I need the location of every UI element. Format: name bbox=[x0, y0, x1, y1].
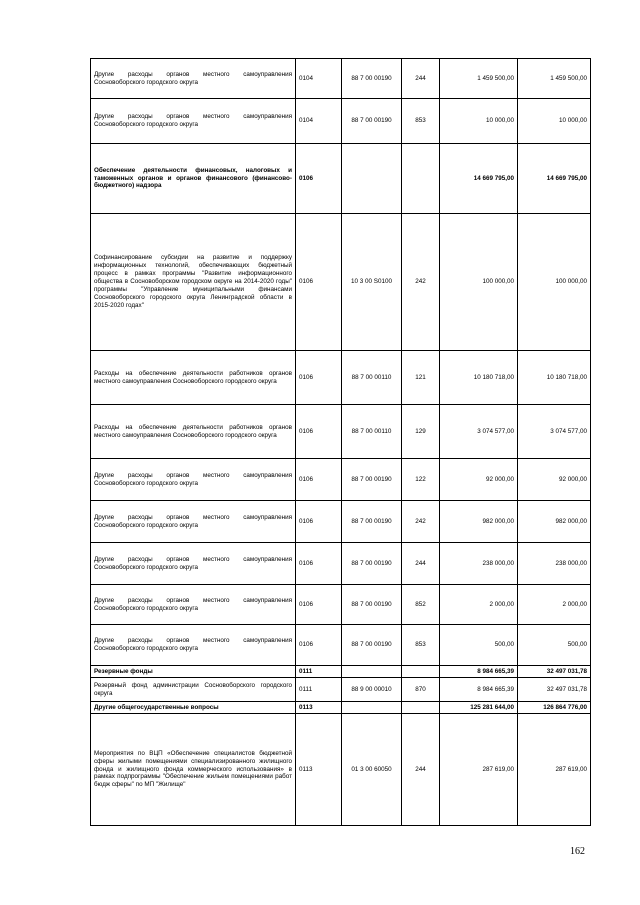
row-section: 0111 bbox=[296, 666, 342, 678]
table-row bbox=[91, 678, 591, 702]
row-name: Другие расходы органов местного самоуправления Сосновоборского городского округа bbox=[91, 625, 296, 666]
row-sum2: 92 000,00 bbox=[518, 459, 591, 501]
table-row bbox=[91, 543, 591, 585]
row-sum2: 10 180 718,00 bbox=[518, 351, 591, 405]
row-name: Расходы на обеспечение деятельности работников органов местного самоуправления Сосновоборского городского округа bbox=[91, 351, 296, 405]
row-sum2: 500,00 bbox=[518, 625, 591, 666]
table-row bbox=[91, 625, 591, 666]
row-type: 244 bbox=[402, 714, 440, 826]
row-article bbox=[342, 702, 402, 714]
row-section: 0106 bbox=[296, 543, 342, 585]
row-type bbox=[402, 702, 440, 714]
row-type: 121 bbox=[402, 351, 440, 405]
row-sum1: 238 000,00 bbox=[440, 543, 518, 585]
row-section: 0106 bbox=[296, 459, 342, 501]
row-article bbox=[342, 666, 402, 678]
row-sum1: 3 074 577,00 bbox=[440, 405, 518, 459]
row-sum2: 14 669 795,00 bbox=[518, 144, 591, 214]
row-sum1: 10 180 718,00 bbox=[440, 351, 518, 405]
row-sum2: 126 864 776,00 bbox=[518, 702, 591, 714]
row-sum1: 8 984 665,39 bbox=[440, 678, 518, 702]
row-name: Другие расходы органов местного самоуправления Сосновоборского городского округа bbox=[91, 99, 296, 144]
row-name: Мероприятия по ВЦП «Обеспечение специалистов бюджетной сферы жилыми помещениями специализированного жилищного фонда и жилищного фонда коммерческого использования» в рамках подпрограммы "Обеспечение жильем помещениями работ бюдж сферы" по МП "Жилище" bbox=[91, 714, 296, 826]
row-name: Софинансирование субсидии на развитие и поддержку информационных технологий, обеспечивающих бюджетный процесс в рамках программы "Развитие информационного общества в Сосновоборском городском округе на 2014-2020 годы" программы "Управление муниципальными финансами Сосновоборского городского округа Ленинградской области в 2015-2020 годах" bbox=[91, 214, 296, 351]
table-row bbox=[91, 666, 591, 678]
table-row bbox=[91, 459, 591, 501]
row-article: 88 9 00 00010 bbox=[342, 678, 402, 702]
row-type bbox=[402, 666, 440, 678]
row-section: 0106 bbox=[296, 144, 342, 214]
row-sum1: 14 669 795,00 bbox=[440, 144, 518, 214]
row-section: 0106 bbox=[296, 214, 342, 351]
row-article: 88 7 00 00190 bbox=[342, 459, 402, 501]
row-name: Другие общегосударственные вопросы bbox=[91, 702, 296, 714]
row-sum2: 100 000,00 bbox=[518, 214, 591, 351]
row-section: 0106 bbox=[296, 501, 342, 543]
row-name: Обеспечение деятельности финансовых, налоговых и таможенных органов и органов финансового (финансово-бюджетного) надзора bbox=[91, 144, 296, 214]
row-section: 0104 bbox=[296, 59, 342, 99]
row-name: Другие расходы органов местного самоуправления Сосновоборского городского округа bbox=[91, 585, 296, 625]
row-section: 0106 bbox=[296, 405, 342, 459]
row-sum2: 287 619,00 bbox=[518, 714, 591, 826]
row-article: 88 7 00 00190 bbox=[342, 99, 402, 144]
row-article: 88 7 00 00190 bbox=[342, 585, 402, 625]
row-type: 870 bbox=[402, 678, 440, 702]
row-sum1: 1 459 500,00 bbox=[440, 59, 518, 99]
row-sum1: 287 619,00 bbox=[440, 714, 518, 826]
table-row bbox=[91, 214, 591, 351]
row-article: 88 7 00 00110 bbox=[342, 351, 402, 405]
table-row bbox=[91, 351, 591, 405]
row-sum1: 100 000,00 bbox=[440, 214, 518, 351]
page-number: 162 bbox=[570, 846, 585, 857]
row-section: 0106 bbox=[296, 351, 342, 405]
row-sum1: 125 281 644,00 bbox=[440, 702, 518, 714]
row-sum1: 92 000,00 bbox=[440, 459, 518, 501]
row-name: Другие расходы органов местного самоуправления Сосновоборского городского округа bbox=[91, 59, 296, 99]
row-sum1: 2 000,00 bbox=[440, 585, 518, 625]
row-article: 88 7 00 00190 bbox=[342, 625, 402, 666]
row-type: 853 bbox=[402, 99, 440, 144]
row-type: 242 bbox=[402, 214, 440, 351]
row-sum1: 500,00 bbox=[440, 625, 518, 666]
row-type: 852 bbox=[402, 585, 440, 625]
table-row bbox=[91, 714, 591, 826]
row-section: 0106 bbox=[296, 625, 342, 666]
row-section: 0113 bbox=[296, 714, 342, 826]
row-name: Резервный фонд администрации Сосновоборского городского округа bbox=[91, 678, 296, 702]
row-type bbox=[402, 144, 440, 214]
row-article bbox=[342, 144, 402, 214]
row-article: 88 7 00 00190 bbox=[342, 59, 402, 99]
row-type: 244 bbox=[402, 59, 440, 99]
row-sum2: 238 000,00 bbox=[518, 543, 591, 585]
row-name: Расходы на обеспечение деятельности работников органов местного самоуправления Сосновоборского городского округа bbox=[91, 405, 296, 459]
table-row bbox=[91, 585, 591, 625]
row-article: 88 7 00 00110 bbox=[342, 405, 402, 459]
table-row bbox=[91, 405, 591, 459]
row-type: 853 bbox=[402, 625, 440, 666]
row-name: Другие расходы органов местного самоуправления Сосновоборского городского округа bbox=[91, 459, 296, 501]
table-row bbox=[91, 99, 591, 144]
row-sum2: 1 459 500,00 bbox=[518, 59, 591, 99]
row-type: 244 bbox=[402, 543, 440, 585]
row-sum2: 3 074 577,00 bbox=[518, 405, 591, 459]
table-row bbox=[91, 59, 591, 99]
table-row bbox=[91, 501, 591, 543]
row-section: 0113 bbox=[296, 702, 342, 714]
table-row bbox=[91, 144, 591, 214]
budget-table-body bbox=[91, 59, 591, 826]
row-sum2: 32 497 031,78 bbox=[518, 666, 591, 678]
row-section: 0111 bbox=[296, 678, 342, 702]
row-name: Резервные фонды bbox=[91, 666, 296, 678]
row-article: 88 7 00 00190 bbox=[342, 543, 402, 585]
row-sum2: 2 000,00 bbox=[518, 585, 591, 625]
row-type: 242 bbox=[402, 501, 440, 543]
row-sum1: 982 000,00 bbox=[440, 501, 518, 543]
row-article: 10 3 00 S0100 bbox=[342, 214, 402, 351]
row-sum2: 10 000,00 bbox=[518, 99, 591, 144]
row-sum1: 10 000,00 bbox=[440, 99, 518, 144]
row-sum2: 982 000,00 bbox=[518, 501, 591, 543]
row-sum2: 32 497 031,78 bbox=[518, 678, 591, 702]
table-row bbox=[91, 702, 591, 714]
row-section: 0106 bbox=[296, 585, 342, 625]
row-name: Другие расходы органов местного самоуправления Сосновоборского городского округа bbox=[91, 543, 296, 585]
row-type: 129 bbox=[402, 405, 440, 459]
row-article: 01 3 00 60050 bbox=[342, 714, 402, 826]
row-name: Другие расходы органов местного самоуправления Сосновоборского городского округа bbox=[91, 501, 296, 543]
row-section: 0104 bbox=[296, 99, 342, 144]
row-type: 122 bbox=[402, 459, 440, 501]
row-sum1: 8 984 665,39 bbox=[440, 666, 518, 678]
row-article: 88 7 00 00190 bbox=[342, 501, 402, 543]
budget-table bbox=[90, 58, 591, 826]
